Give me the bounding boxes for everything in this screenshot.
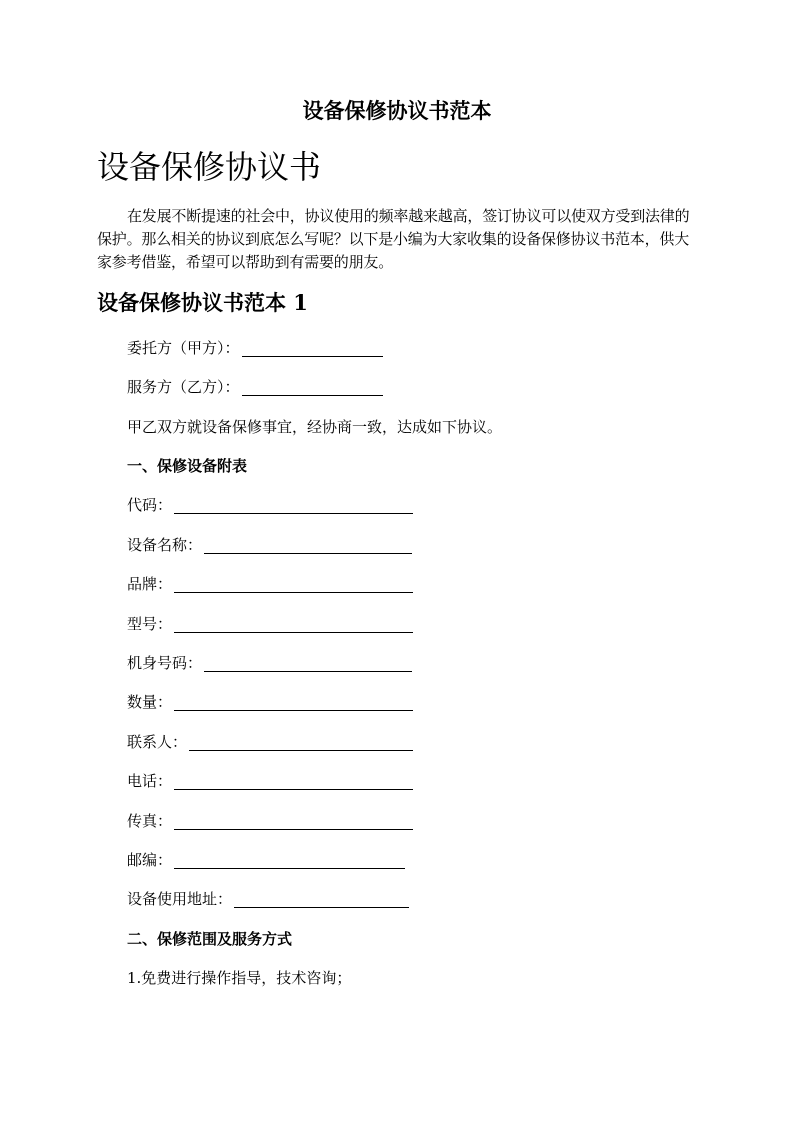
field-contact-blank	[189, 734, 413, 751]
field-contact-label: 联系人：	[127, 733, 188, 751]
agreement-line	[127, 417, 502, 437]
field-code-blank	[174, 497, 413, 514]
section1-title: 一、保修设备附表	[127, 457, 248, 475]
field-quantity	[127, 692, 413, 712]
document-title: 设备保修协议书范本	[302, 98, 492, 123]
field-fax-blank	[174, 813, 413, 830]
field-postcode-blank	[174, 852, 405, 869]
field-model-label: 型号：	[127, 615, 173, 633]
field-brand	[127, 574, 413, 594]
agreement-text: 甲乙双方就设备保修事宜，经协商一致，达成如下协议。	[127, 418, 503, 436]
party-a-line	[127, 338, 383, 358]
party-a-blank	[242, 340, 383, 357]
field-code	[127, 495, 413, 515]
party-b-blank	[242, 379, 383, 396]
field-quantity-blank	[174, 694, 413, 711]
party-a-label: 委托方（甲方）：	[127, 339, 240, 357]
field-postcode-label: 邮编：	[127, 851, 173, 869]
field-brand-blank	[174, 576, 413, 593]
item-1-text: 1.免费进行操作指导，技术咨询；	[127, 969, 352, 987]
field-serial-blank	[204, 655, 412, 672]
item-1	[127, 968, 351, 988]
field-address-label: 设备使用地址：	[127, 890, 233, 908]
intro-paragraph: 在发展不断提速的社会中，协议使用的频率越来越高，签订协议可以使双方受到法律的保护。那么相关的协议到底怎么写呢？以下是小编为大家收集的设备保修协议书范本，供大家参考借鉴，希望可以帮助到有需要的朋友。	[97, 207, 690, 271]
field-serial	[127, 653, 412, 673]
party-b-line	[127, 377, 383, 397]
field-phone-label: 电话：	[127, 772, 173, 790]
field-postcode	[127, 850, 405, 870]
field-device-name	[127, 535, 412, 555]
field-quantity-label: 数量：	[127, 693, 173, 711]
field-model-blank	[174, 616, 413, 633]
field-serial-label: 机身号码：	[127, 654, 203, 672]
field-device-name-blank	[204, 537, 412, 554]
field-address	[127, 889, 409, 909]
field-device-name-label: 设备名称：	[127, 536, 203, 554]
main-heading: 设备保修协议书	[97, 148, 322, 186]
field-fax	[127, 811, 413, 831]
field-code-label: 代码：	[127, 496, 173, 514]
field-brand-label: 品牌：	[127, 575, 173, 593]
sample-heading: 设备保修协议书范本 1	[97, 290, 308, 315]
field-address-blank	[234, 891, 409, 908]
field-phone-blank	[174, 773, 413, 790]
party-b-label: 服务方（乙方）：	[127, 378, 240, 396]
field-model	[127, 614, 413, 634]
field-fax-label: 传真：	[127, 812, 173, 830]
field-phone	[127, 771, 413, 791]
section2-title: 二、保修范围及服务方式	[127, 930, 293, 948]
field-contact	[127, 732, 413, 752]
